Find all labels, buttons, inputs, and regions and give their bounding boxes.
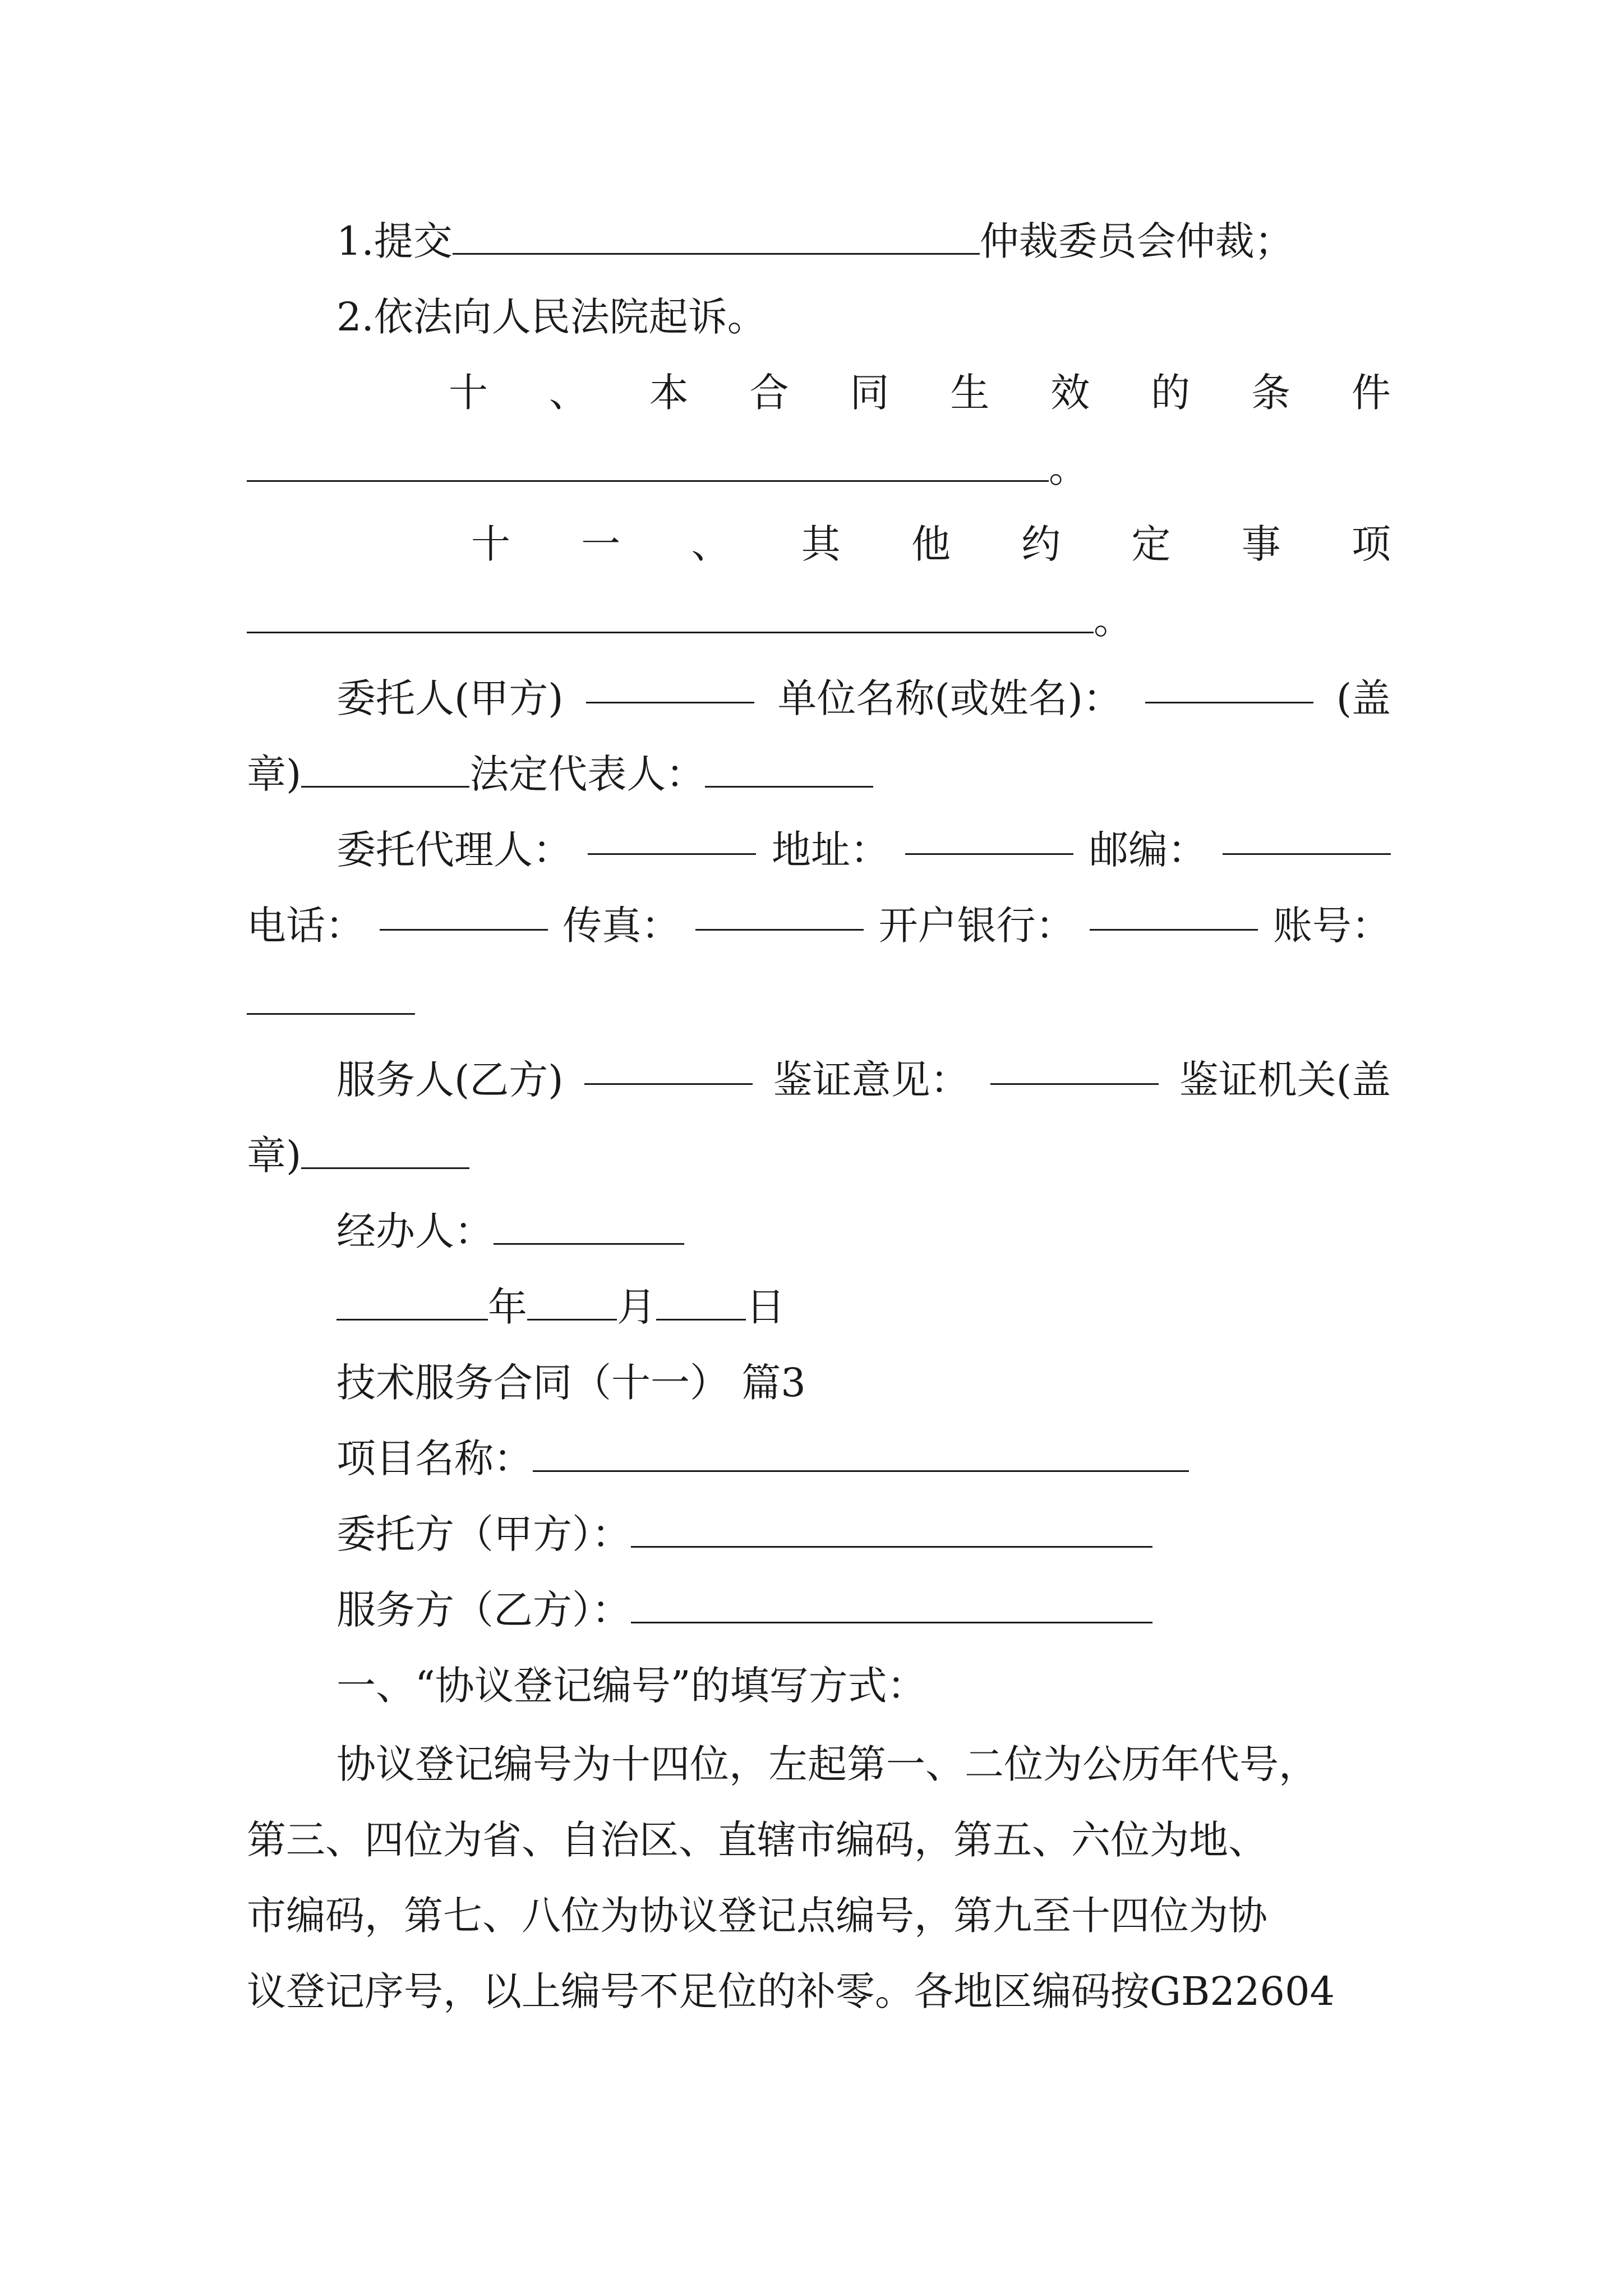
heading-char: 、 [548, 370, 588, 416]
phone-label: 电话： [247, 903, 365, 949]
client-line [336, 665, 1391, 732]
seal-blank[interactable] [301, 749, 469, 788]
authority-seal-line [247, 1122, 1391, 1189]
registration-number-heading: 一、“协议登记编号”的填写方式： [336, 1663, 926, 1709]
verification-opinion-label: 鉴证意见： [773, 1057, 970, 1103]
heading-char: 其 [801, 521, 841, 567]
account-blank-line [247, 968, 1391, 1035]
heading-char: 本 [649, 370, 689, 416]
paragraph-line: 协议登记编号为十四位，左起第一、二位为公历年代号， [336, 1741, 1318, 1787]
project-name-blank[interactable] [533, 1433, 1189, 1472]
account-label: 账号： [1272, 903, 1391, 949]
provider-label: 服务人(乙方) [336, 1057, 564, 1103]
arbitration-line [336, 208, 1391, 275]
date-line [336, 1273, 1391, 1341]
lawsuit-line: 2.依法向人民法院起诉。 [336, 294, 767, 340]
month-label: 月 [617, 1284, 656, 1330]
heading-char: 、 [691, 521, 731, 567]
day-blank[interactable] [656, 1282, 746, 1320]
seal-close-label: 章) [247, 751, 302, 797]
client-label: 委托人(甲方) [336, 675, 564, 721]
section-eleven-heading [471, 510, 1391, 578]
day-label: 日 [746, 1284, 785, 1330]
period: 。 [1049, 445, 1088, 491]
client-party-blank[interactable] [631, 1509, 1152, 1548]
postcode-label: 邮编： [1089, 827, 1207, 873]
legal-rep-label: 法定代表人： [469, 751, 706, 797]
bank-blank[interactable] [1090, 892, 1258, 931]
unit-name-blank[interactable] [1145, 665, 1313, 703]
arbitration-suffix: 仲裁委员会仲裁； [979, 218, 1294, 264]
client-party-label: 委托方（甲方）： [336, 1511, 631, 1557]
handler-label: 经办人： [336, 1208, 494, 1254]
unit-name-label: 单位名称(或姓名)： [777, 675, 1122, 721]
heading-char: 件 [1351, 370, 1391, 416]
handler-line [336, 1198, 1391, 1265]
arbitration-prefix: 1.提交 [336, 218, 453, 264]
contact-line [247, 892, 1391, 959]
paragraph-line: 市编码，第七、八位为协议登记点编号，第九至十四位为协 [247, 1893, 1267, 1939]
heading-char: 同 [850, 370, 889, 416]
contract-title: 技术服务合同（十一） 篇3 [336, 1360, 806, 1406]
section-ten-heading [449, 359, 1391, 426]
bank-label: 开户银行： [878, 903, 1075, 949]
heading-char: 约 [1021, 521, 1061, 567]
paragraph-line: 第三、四位为省、自治区、直辖市编码，第五、六位为地、 [247, 1817, 1267, 1863]
authority-seal-blank[interactable] [301, 1130, 469, 1169]
year-blank[interactable] [336, 1282, 488, 1320]
heading-char: 的 [1151, 370, 1191, 416]
service-provider-line [336, 1046, 1391, 1114]
other-matters-blank-line [247, 586, 1391, 654]
heading-char: 效 [1050, 370, 1090, 416]
contract-effect-blank[interactable] [247, 443, 1049, 482]
service-party-line [336, 1576, 1391, 1644]
seal-open-label: (盖 [1336, 675, 1391, 721]
heading-char: 定 [1131, 521, 1171, 567]
heading-char: 他 [911, 521, 951, 567]
fax-blank[interactable] [695, 892, 864, 931]
heading-char: 生 [950, 370, 990, 416]
fax-label: 传真： [562, 903, 681, 949]
project-name-line [336, 1425, 1391, 1492]
legal-rep-blank[interactable] [705, 749, 873, 788]
contract-effect-blank-line [247, 435, 1391, 502]
agent-line [336, 816, 1391, 884]
period: 。 [1094, 597, 1133, 643]
verification-authority-label: 鉴证机关(盖 [1179, 1057, 1391, 1103]
verification-opinion-blank[interactable] [990, 1046, 1159, 1085]
client-blank[interactable] [586, 665, 754, 703]
address-blank[interactable] [905, 816, 1073, 855]
month-blank[interactable] [527, 1282, 617, 1320]
paragraph-line: 议登记序号，以上编号不足位的补零。各地区编码按GB22604 [247, 1968, 1335, 2014]
agent-blank[interactable] [588, 816, 756, 855]
handler-blank[interactable] [494, 1206, 684, 1245]
service-party-label: 服务方（乙方）： [336, 1587, 631, 1633]
phone-blank[interactable] [380, 892, 548, 931]
heading-char: 项 [1352, 521, 1391, 567]
heading-char: 十 [449, 370, 488, 416]
heading-char: 事 [1241, 521, 1281, 567]
service-party-blank[interactable] [631, 1585, 1152, 1623]
legal-rep-line [247, 740, 1391, 808]
account-blank[interactable] [247, 976, 415, 1015]
postcode-blank[interactable] [1223, 816, 1391, 855]
heading-char: 一 [581, 521, 621, 567]
heading-char: 合 [749, 370, 789, 416]
heading-char: 十 [471, 521, 510, 567]
address-label: 地址： [772, 827, 889, 873]
client-party-line [336, 1501, 1391, 1568]
project-name-label: 项目名称： [336, 1435, 533, 1481]
year-label: 年 [488, 1284, 527, 1330]
other-matters-blank[interactable] [247, 595, 1094, 633]
arbitration-committee-blank[interactable] [453, 216, 980, 255]
agent-label: 委托代理人： [336, 827, 572, 873]
provider-blank[interactable] [584, 1046, 753, 1085]
seal-close-label: 章) [247, 1133, 302, 1179]
heading-char: 条 [1251, 370, 1290, 416]
